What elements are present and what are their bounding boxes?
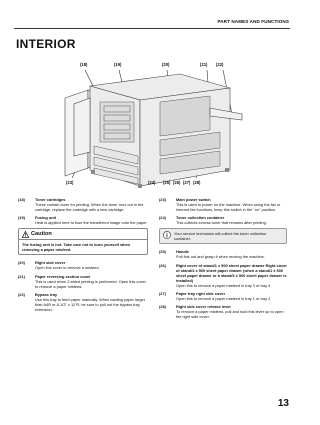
item-title: Right side cover [35, 260, 66, 266]
callout-28: (28) [193, 180, 201, 185]
item-description: Open this to remove a paper misfeed in tray 1 or tray 2. [176, 295, 272, 301]
caution-text: The fusing unit is hot. Take care not to burn yourself when removing a paper misfeed. [22, 242, 131, 253]
copier-interior-drawing [60, 58, 250, 193]
callout-19: (19) [114, 62, 122, 67]
item-description: Open this cover to remove a misfeed. [35, 265, 100, 271]
callout-18: (18) [80, 62, 88, 67]
item-25 [159, 249, 287, 259]
item-description: Heat is applied here to fuse the transferred image onto the paper. [35, 220, 148, 226]
item-title: Main power switch [176, 197, 211, 202]
item-title: Handle [176, 249, 189, 255]
item-26 [159, 263, 287, 288]
item-title: Bypass tray [35, 291, 58, 297]
item-title: Right cover of stand/1 x 500 sheet paper drawer Right cover of stand/3 x 500 sheet paper drawer (when a stand/1 x 500 sheet paper drawer or a stand/3 x 500 sheet paper drawer is installed) [176, 262, 287, 283]
item-number: (23) [159, 197, 166, 202]
callout-24: (24) [148, 180, 156, 185]
callout-21: (21) [200, 62, 208, 67]
item-description: Pull this out and grasp it when moving the machine. [176, 254, 265, 260]
item-title: Paper tray right side cover [176, 290, 226, 296]
item-description: To remove a paper misfeed, pull and hold this lever up to open the right side cover. [176, 308, 284, 319]
item-description: Use this tray to feed paper manually. When loading paper larger than A4R or 8-1/2" x 11"R, be sure to pull out the bypass tray extension. [35, 296, 146, 312]
item-21 [18, 274, 148, 289]
note-icon [163, 231, 171, 239]
section-header: PART NAMES AND FUNCTIONS [217, 19, 289, 24]
item-number: (26) [159, 262, 166, 268]
item-20 [18, 260, 148, 270]
item-24 [159, 215, 287, 225]
note-text: Your service technician will collect the toner collection container. [174, 231, 267, 242]
item-number: (22) [18, 291, 25, 297]
item-number: (18) [18, 197, 25, 202]
item-description: This collects excess toner that remains after printing. [176, 220, 267, 226]
item-27 [159, 291, 287, 301]
item-number: (21) [18, 273, 25, 279]
item-description: These contain toner for printing. When the toner runs out in the cartridge, replace the cartridge with a new cartridge. [35, 202, 144, 212]
item-description: This is used when 2-sided printing is performed. Open this cover to remove a paper misfeed. [35, 278, 146, 289]
warning-triangle-icon [22, 231, 29, 238]
item-22 [18, 292, 148, 312]
item-title: Toner cartridges [35, 197, 66, 202]
machine-illustration [60, 58, 250, 193]
item-19 [18, 215, 148, 225]
page-title: INTERIOR [16, 37, 76, 51]
callout-25: (25) [163, 180, 171, 185]
item-number: (27) [159, 290, 166, 296]
item-23 [159, 197, 287, 212]
page-number: 13 [277, 398, 289, 409]
item-description: Open this to remove a paper misfeed in tray 3 or tray 4. [176, 282, 272, 288]
item-title: Fusing unit [35, 215, 56, 221]
header-rule [14, 28, 290, 29]
item-title: Toner collection container [176, 215, 225, 221]
item-28 [159, 304, 287, 319]
callout-26: (26) [173, 180, 181, 185]
callout-27: (27) [183, 180, 191, 185]
caution-box [18, 228, 148, 255]
callout-23: (23) [66, 180, 74, 185]
right-column [159, 197, 287, 322]
caution-title: Caution [31, 230, 52, 237]
item-number: (28) [159, 303, 166, 309]
left-column [18, 197, 148, 315]
callout-20: (20) [162, 62, 170, 67]
item-number: (24) [159, 215, 166, 221]
item-description: This is used to power on the machine. When using the fax or Internet fax functions, keep this switch in the "on" position. [176, 202, 281, 212]
item-title: Right side cover release lever [176, 303, 231, 309]
item-18 [18, 197, 148, 212]
item-title: Paper reversing section cover [35, 273, 91, 279]
callout-22: (22) [216, 62, 224, 67]
item-number: (25) [159, 249, 166, 255]
item-number: (19) [18, 215, 25, 221]
note-box [159, 228, 287, 244]
item-number: (20) [18, 260, 25, 266]
